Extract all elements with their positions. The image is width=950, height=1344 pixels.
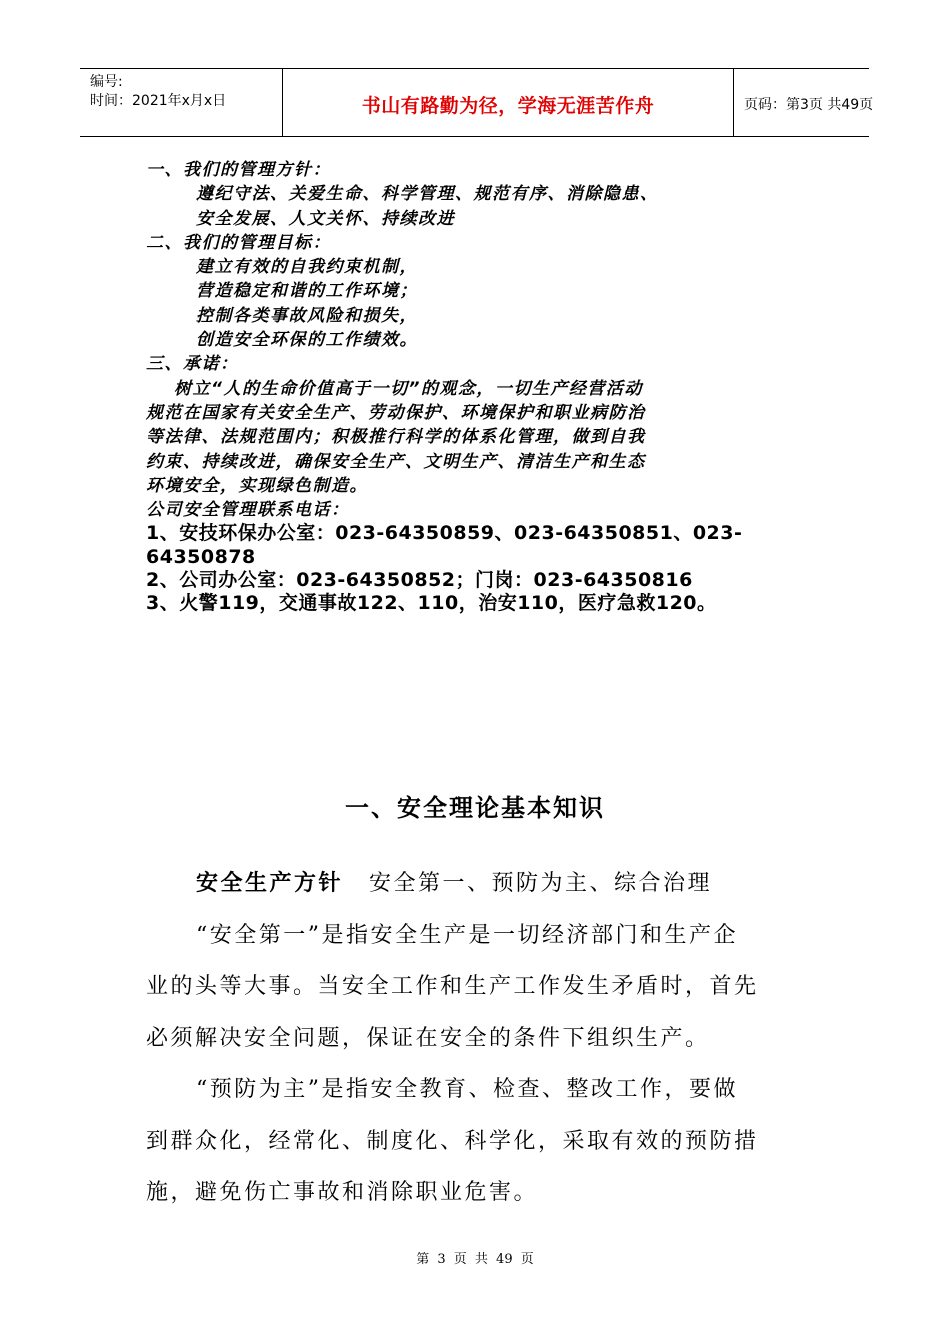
contact-line: 3、火警119，交通事故122、110，治安110，医疗急救120。 <box>146 592 717 615</box>
policy-statement <box>146 858 810 910</box>
contact-title: 公司安全管理联系电话： <box>146 500 350 521</box>
policy-line: 约束、持续改进，确保安全生产、文明生产、清洁生产和生态 <box>146 451 646 472</box>
contact-line: 64350878 <box>146 545 256 568</box>
contact-line: 2、公司办公室：023-64350852；门岗：023-64350816 <box>146 569 693 592</box>
policy-line: 控制各类事故风险和损失， <box>196 305 418 326</box>
body-line: “预防为主”是指安全教育、检查、整改工作，要做 <box>196 1077 738 1102</box>
policy-line: 规范在国家有关安全生产、劳动保护、环境保护和职业病防治 <box>146 402 646 423</box>
keyword-value: 安全第一、预防为主、综合治理 <box>369 871 713 896</box>
policy-line: 营造稳定和谐的工作环境； <box>196 281 418 302</box>
policy-heading-1: 一、我们的管理方针： <box>146 160 331 180</box>
section-title: 一、安全理论基本知识 <box>345 794 605 822</box>
contact-line: 1、安技环保办公室：023-64350859、023-64350851、023- <box>146 522 743 545</box>
page-code: 页码：第3页 共49页 <box>744 97 874 113</box>
policy-block <box>146 158 806 616</box>
body-line: “安全第一”是指安全生产是一切经济部门和生产企 <box>196 922 738 948</box>
policy-line: 树立“人的生命价值高于一切”的观念，一切生产经营活动 <box>174 378 643 399</box>
policy-heading-3: 三、承诺： <box>146 354 239 375</box>
motto-text: 书山有路勤为径，学海无涯苦作舟 <box>361 95 655 117</box>
time-label: 时间：2021年x月x日 <box>90 93 227 109</box>
page-footer: 第 3 页 共 49 页 <box>416 1252 534 1267</box>
number-label: 编号: <box>90 74 123 90</box>
policy-line: 环境安全，实现绿色制造。 <box>146 475 368 496</box>
header-motto-cell <box>283 69 734 136</box>
header-page-cell <box>734 69 874 136</box>
policy-line: 建立有效的自我约束机制， <box>196 257 418 278</box>
body-line: 必须解决安全问题，保证在安全的条件下组织生产。 <box>146 1025 710 1051</box>
section-body <box>146 858 810 1219</box>
policy-line: 等法律、法规范围内；积极推行科学的体系化管理，做到自我 <box>146 427 646 448</box>
page-header <box>80 68 874 137</box>
policy-line: 安全发展、人文关怀、持续改进 <box>196 208 455 229</box>
body-line: 施，避免伤亡事故和消除职业危害。 <box>146 1180 539 1205</box>
policy-heading-2: 二、我们的管理目标： <box>146 232 331 253</box>
policy-line: 遵纪守法、关爱生命、科学管理、规范有序、消除隐患、 <box>196 184 659 205</box>
header-meta-cell <box>80 69 283 136</box>
policy-line: 创造安全环保的工作绩效。 <box>196 330 418 351</box>
body-line: 到群众化，经常化、制度化、科学化，采取有效的预防措 <box>146 1128 759 1154</box>
body-line: 业的头等大事。当安全工作和生产工作发生矛盾时，首先 <box>146 974 759 999</box>
keyword-label: 安全生产方针 <box>196 871 344 896</box>
